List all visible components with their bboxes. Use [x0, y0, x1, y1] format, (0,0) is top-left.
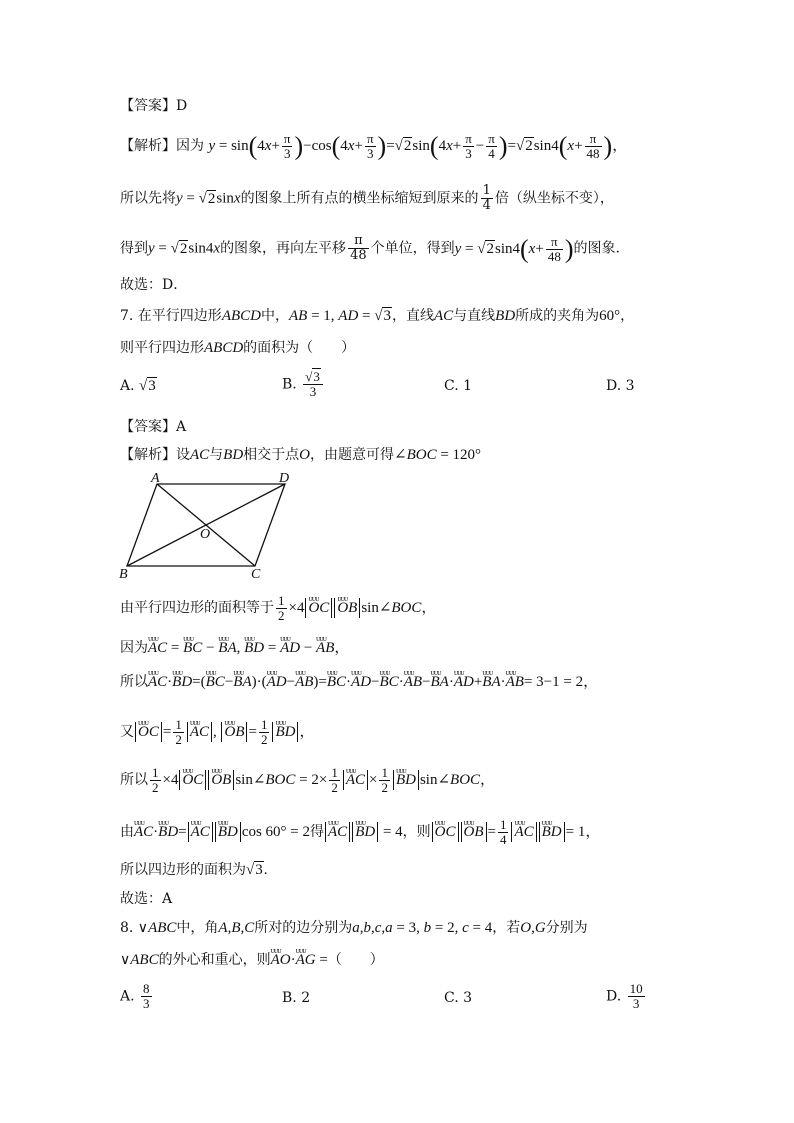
solution-label: 【解析】 [120, 137, 176, 154]
label-a: A [151, 471, 160, 486]
option-label: D. [606, 988, 622, 1005]
solution-7-end: 故选：A [120, 891, 173, 907]
option-7d: D. 3 [606, 378, 635, 394]
solution-text: 因为 [176, 137, 204, 154]
text: 因为 [120, 640, 148, 656]
text: 得 [310, 823, 325, 840]
option-8d: D. $\frac{10}{3}$ [606, 981, 643, 1011]
parallelogram-figure [115, 470, 305, 580]
question-8-line-1: 8. ∨ABC中，角A,B,C所对的边分别为a,b,c,a = 3, b = 2, c = 4，若O,G分别为 [120, 920, 588, 936]
text: 中，角 [176, 920, 219, 936]
text: 所以 [120, 674, 148, 690]
solution-7-line-6: 所以 $\frac{1}{2}$ ×4ᴜᴜᴜ OCᴜᴜᴜ OB sin∠BOC = 2× $\frac{1}{2}$ ᴜᴜᴜ AC × $\frac{1}{2}$ ᴜᴜᴜ BD sin∠BOC， [120, 766, 495, 795]
option-label: A. [120, 988, 135, 1005]
text: 的图象. [573, 240, 620, 257]
solution-7-line-8: 所以四边形的面积为√3. [120, 862, 268, 878]
question-7-line-2: 则平行四边形ABCD的面积为（ ） [120, 340, 356, 356]
text: （ ） [327, 952, 384, 968]
text: ，若 [492, 920, 521, 936]
solution-7-line-3: 因为ᴜᴜᴜ AC = ᴜᴜᴜ BC − ᴜᴜᴜ BA, ᴜᴜᴜ BD = ᴜᴜᴜ AD − ᴜᴜᴜ AB， [120, 638, 349, 658]
solution-7-line-5: 又ᴜᴜᴜ OC = $\frac{1}{2}$ ᴜᴜᴜ AC , ᴜᴜᴜ OB = $\frac{1}{2}$ ᴜᴜᴜ BD ， [120, 718, 314, 747]
text: 分别为 [545, 920, 588, 936]
formula: y = sin(4x+ $\frac{\pi}{3}$ )−cos(4x+ $\frac{\pi}{3}$ )=√2sin(4x+ $\frac{\pi}{3}$ − $\frac{\pi}{4}$ )=√2sin4(x+ $\frac{\pi}{48}$ )， [208, 131, 628, 161]
text: 7. 在平行四边形 [120, 308, 222, 324]
option-7b: B. $\frac{√3}{3}$ [282, 370, 325, 399]
text: 所成的夹角为 [515, 308, 600, 324]
text: ，直线 [391, 308, 434, 324]
text: 中， [260, 308, 289, 324]
text: 与 [209, 447, 224, 463]
text: ∨ [120, 952, 131, 968]
option-label: B. [282, 376, 297, 393]
text: 设 [176, 447, 190, 463]
label-c: C [251, 567, 261, 580]
text: 的外心和重心，则 [158, 952, 271, 968]
option-7a: A. √3 [120, 378, 156, 394]
text: 由 [120, 823, 134, 840]
text: 倍（纵坐标不变）， [494, 190, 614, 207]
label-o: O [200, 527, 211, 542]
solution-label: 【解析】 [120, 447, 176, 463]
question-7-line-1: 7. 在平行四边形ABCD中，AB = 1, AD = √3，直线AC与直线BD所成的夹角为60°， [120, 308, 635, 324]
text: 8. ∨ [120, 920, 149, 936]
solution-6-end: 故选：D． [120, 277, 188, 293]
text: 则平行四边形 [120, 340, 204, 356]
text: 又 [120, 723, 134, 740]
diagonal-bd [127, 484, 285, 566]
solution-7-line-1: 【解析】设AC与BD相交于点O，由题意可得∠BOC = 120° [120, 447, 482, 463]
option-8b: B. 2 [282, 990, 311, 1006]
solution-7-line-2: 由平行四边形的面积等于 $\frac{1}{2}$ ×4ᴜᴜᴜ OCᴜᴜᴜ OB sin∠BOC， [120, 594, 436, 623]
text: = 3−1 = 2， [523, 674, 599, 690]
solution-7-line-7: 由ᴜᴜᴜ AC·ᴜᴜᴜ BD=ᴜᴜᴜ ACᴜᴜᴜ BD cos 60° = 2得ᴜᴜᴜ ACᴜᴜᴜ BD = 4，则ᴜᴜᴜ OCᴜᴜᴜ OB = $\frac{1}{4}$ ᴜᴜᴜ ACᴜᴜᴜ BD = 1， [120, 818, 600, 847]
text: 的图象上所有点的横坐标缩短到原来的 [240, 190, 479, 207]
text: 与直线 [453, 308, 496, 324]
text: 的面积为（ ） [243, 340, 356, 356]
option-7c: C. 1 [444, 378, 473, 394]
solution-6-line-3: 得到y = √2sin4x的图象，再向左平移 $\frac{\pi}{48}$ 个单位，得到y = √2sin4(x+ $\frac{\pi}{48}$ )的图象. [120, 233, 620, 264]
solution-6-line-1 [120, 132, 627, 161]
option-label: A. [120, 378, 135, 394]
text: 所以四边形的面积为 [120, 862, 246, 878]
text: ，由题意可得 [310, 447, 395, 463]
answer-7: 【答案】A [120, 419, 187, 435]
text: 个单位，得到 [370, 240, 455, 257]
text: 得到 [120, 240, 148, 257]
solution-6-line-2: 所以先将y = √2sinx的图象上所有点的横坐标缩短到原来的 $\frac{1}{4}$ 倍（纵坐标不变）， [120, 183, 614, 213]
option-8a: A. $\frac{8}{3}$ [120, 981, 150, 1011]
solution-7-line-4: 所以ᴜᴜᴜ AC·ᴜᴜᴜ BD=(ᴜᴜᴜ BC−ᴜᴜᴜ BA)·(ᴜᴜᴜ AD−ᴜᴜᴜ AB)=ᴜᴜᴜ BC·ᴜᴜᴜ AD−ᴜᴜᴜ BC·ᴜᴜᴜ AB−ᴜᴜᴜ BA·ᴜᴜᴜ AD+ᴜᴜᴜ BA·ᴜᴜᴜ AB= 3−1 = 2， [120, 672, 598, 692]
question-8-line-2: ∨ABC的外心和重心，则ᴜᴜᴜ AO·ᴜᴜᴜ AG =（ ） [120, 950, 384, 970]
text: 所以先将 [120, 190, 176, 207]
text: 所以 [120, 771, 148, 788]
label-b: B [119, 567, 128, 580]
text: 的图象，再向左平移 [220, 240, 347, 257]
text: 相交于点 [243, 447, 300, 463]
label-d: D [279, 471, 290, 486]
text: 所对的边分别为 [254, 920, 353, 936]
text: 由平行四边形的面积等于 [120, 599, 274, 616]
text: ，则 [402, 823, 431, 840]
answer-6: 【答案】D [120, 98, 188, 114]
option-8c: C. 3 [444, 990, 473, 1006]
